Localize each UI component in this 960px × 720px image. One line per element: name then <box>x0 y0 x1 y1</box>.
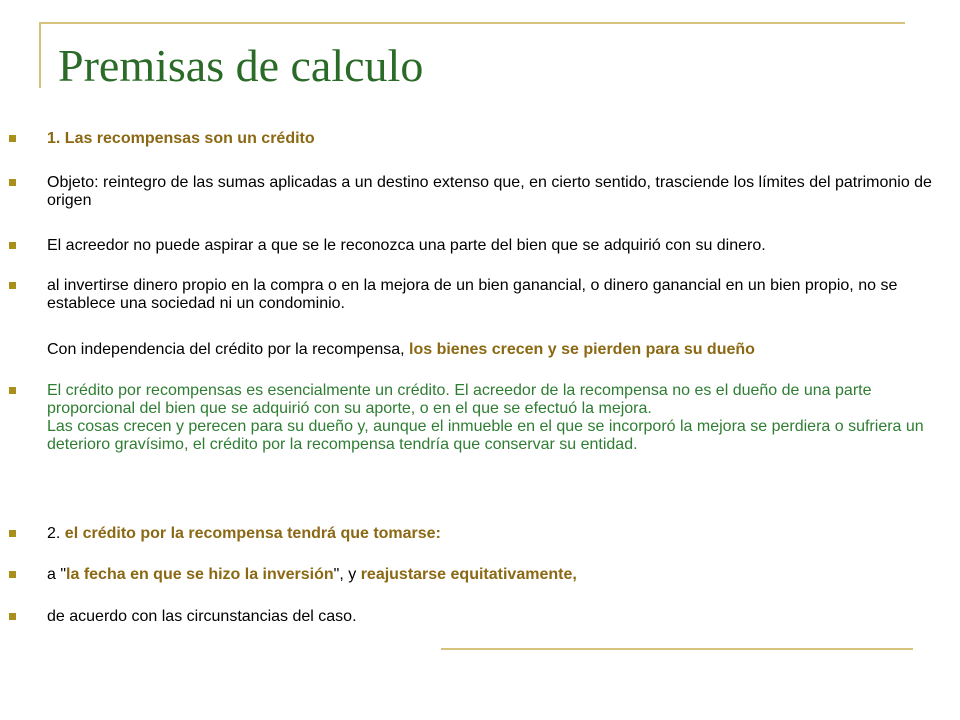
bullet-text: 1. Las recompensas son un crédito <box>47 130 315 147</box>
bullet-item-4-continuation <box>47 341 952 359</box>
square-bullet-icon <box>9 242 16 249</box>
square-bullet-icon <box>9 530 16 537</box>
bullet-item-8 <box>47 608 952 626</box>
square-bullet-icon <box>9 179 16 186</box>
bullet-text-line-1: El crédito por recompensas es esencialmente un crédito. El acreedor de la recompensa no es el dueño de una parte proporcional del bien que se adquirió con su aporte, o en el que se efectuó la mejora. <box>47 382 872 417</box>
bullet-text: Objeto: reintegro de las sumas aplicadas a un destino extenso que, en cierto sentido, trasciende los límites del patrimonio de origen <box>47 174 932 209</box>
bullet-text-line-2: Las cosas crecen y perecen para su dueño y, aunque el inmueble en el que se incorporó la mejora se perdiera o sufriera un deterioro gravísimo, el crédito por la recompensa tendría que conservar su entidad. <box>47 418 924 453</box>
square-bullet-icon <box>9 135 16 142</box>
bullet-text-part-a: a " <box>47 566 67 583</box>
bullet-text: de acuerdo con las circunstancias del caso. <box>47 608 357 625</box>
bullet-text-plain: 2. <box>47 525 65 542</box>
bullet-item-1 <box>47 130 952 148</box>
bullet-item-6 <box>47 525 952 543</box>
bullet-item-2 <box>47 174 952 210</box>
bullet-text-highlight: el crédito por la recompensa tendrá que tomarse: <box>64 525 441 542</box>
bullet-text-highlight-2: reajustarse equitativamente, <box>360 566 577 583</box>
bullet-text: El acreedor no puede aspirar a que se le reconozca una parte del bien que se adquirió con su dinero. <box>47 237 766 254</box>
square-bullet-icon <box>9 613 16 620</box>
bullet-item-4 <box>47 277 952 313</box>
slide-title: Premisas de calculo <box>58 40 424 91</box>
bullet-text: al invertirse dinero propio en la compra o en la mejora de un bien ganancial, o dinero ganancial en un bien propio, no se establece una sociedad ni un condominio. <box>47 277 898 312</box>
continuation-highlight: los bienes crecen y se pierden para su dueño <box>409 341 755 358</box>
square-bullet-icon <box>9 571 16 578</box>
bullet-item-5 <box>47 382 952 454</box>
bullet-item-3 <box>47 237 952 255</box>
square-bullet-icon <box>9 387 16 394</box>
continuation-text: Con independencia del crédito por la recompensa, <box>47 341 410 358</box>
square-bullet-icon <box>9 282 16 289</box>
bullet-text-part-b: ", y <box>333 566 361 583</box>
bullet-text-highlight-1: la fecha en que se hizo la inversión <box>66 566 334 583</box>
bullet-item-7 <box>47 566 952 584</box>
